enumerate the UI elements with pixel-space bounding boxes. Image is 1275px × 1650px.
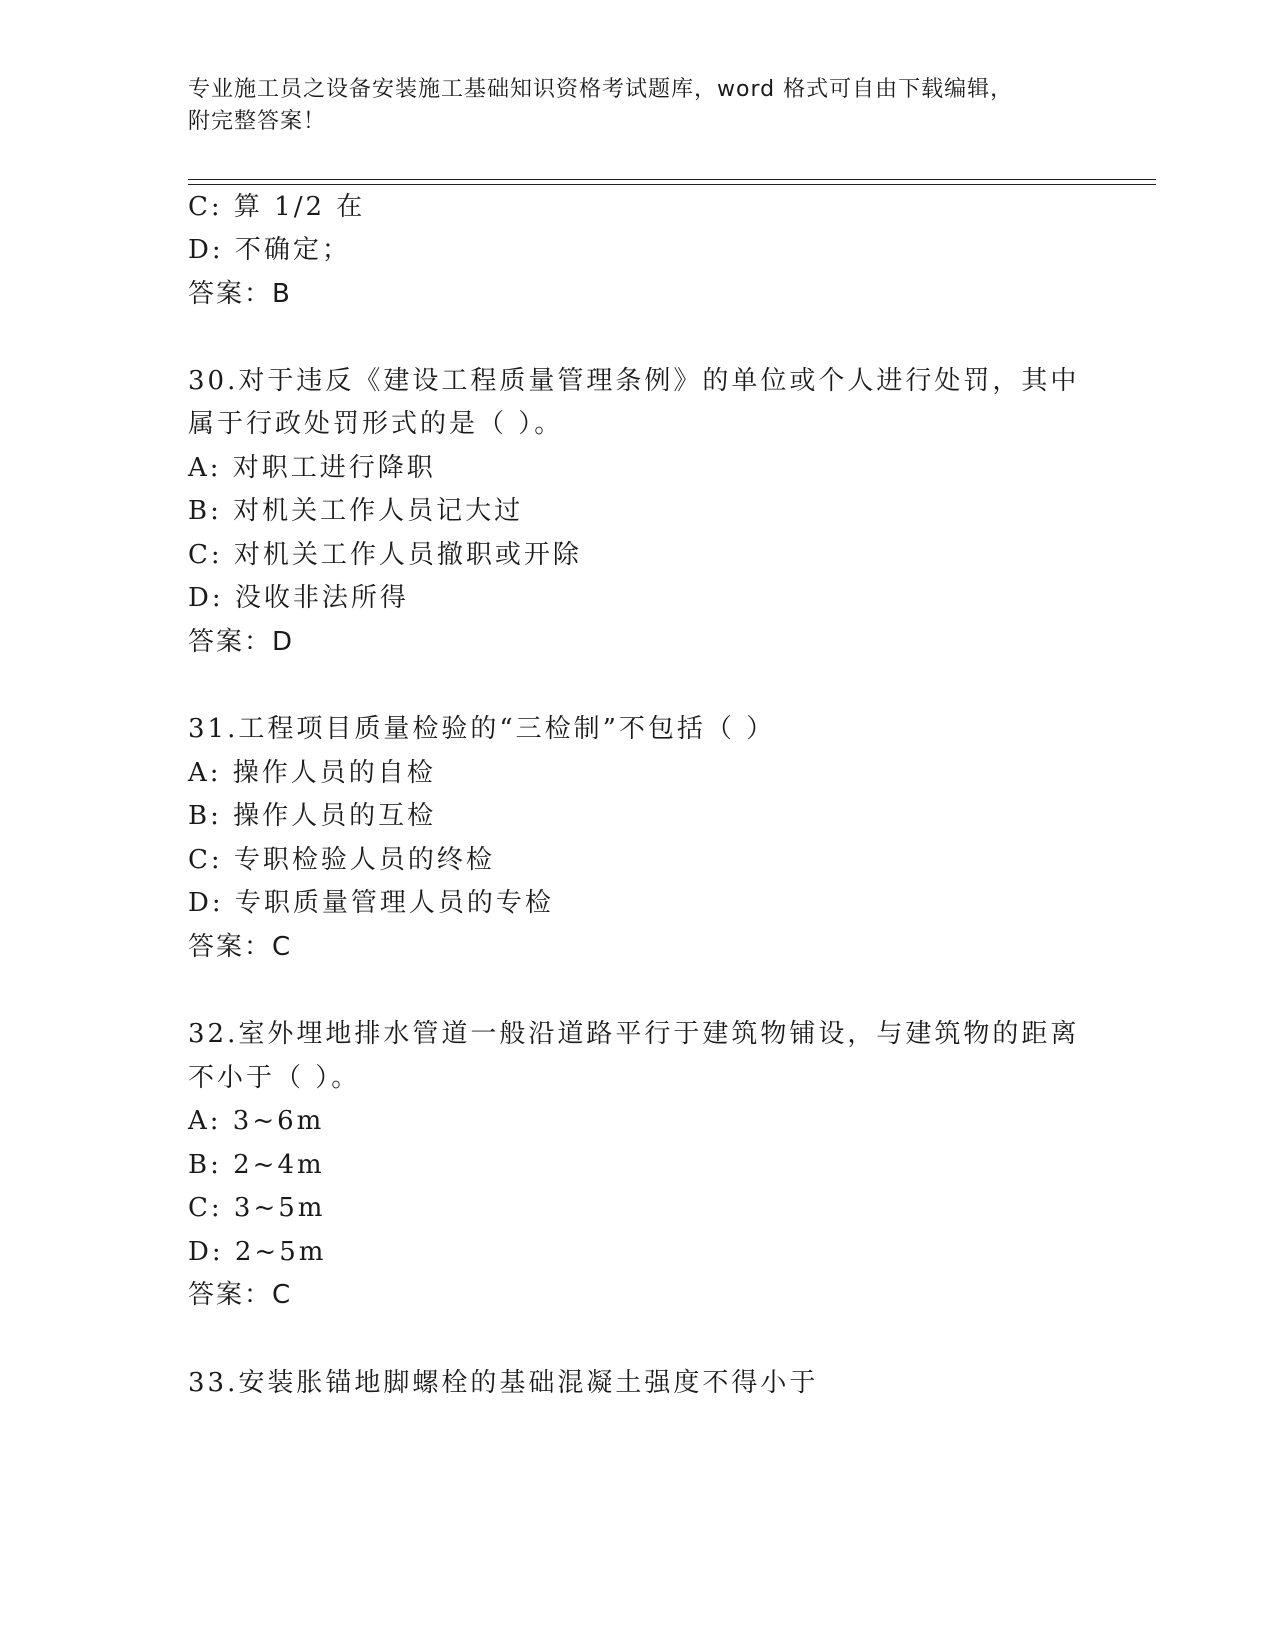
question-32-option-c: C: 3~5m bbox=[188, 1193, 326, 1223]
header-line-1: 专业施工员之设备安装施工基础知识资格考试题库，word 格式可自由下载编辑， bbox=[188, 77, 1014, 102]
question-31-option-b: B: 操作人员的互检 bbox=[188, 801, 437, 831]
question-30-option-d: D: 没收非法所得 bbox=[188, 583, 409, 613]
question-32-option-d: D: 2~5m bbox=[188, 1237, 327, 1267]
question-30-stem-line-2: 属于行政处罚形式的是（ ）。 bbox=[188, 409, 564, 439]
question-31-option-c: C: 专职检验人员的终检 bbox=[188, 845, 495, 875]
header-line-2: 附完整答案！ bbox=[188, 109, 327, 134]
option-c: C: 算 1/2 在 bbox=[188, 192, 366, 222]
question-31-option-a: A: 操作人员的自检 bbox=[188, 758, 436, 788]
option-d: D: 不确定； bbox=[188, 235, 351, 265]
question-32-stem-line-1: 32.室外埋地排水管道一般沿道路平行于建筑物铺设，与建筑物的距离 bbox=[188, 1019, 1080, 1049]
question-30-option-a: A: 对职工进行降职 bbox=[188, 453, 436, 483]
question-32-option-a: A: 3~6m bbox=[188, 1106, 325, 1136]
answer-text: 答案：B bbox=[188, 279, 292, 309]
question-30-option-c: C: 对机关工作人员撤职或开除 bbox=[188, 540, 582, 570]
question-30-option-b: B: 对机关工作人员记大过 bbox=[188, 496, 524, 526]
document-header bbox=[188, 74, 1088, 138]
question-32-answer: 答案：C bbox=[188, 1280, 293, 1310]
header-rule-bottom bbox=[188, 184, 1156, 185]
question-30-answer: 答案：D bbox=[188, 627, 295, 657]
header-rule-top bbox=[188, 179, 1156, 180]
question-33-stem: 33.安装胀锚地脚螺栓的基础混凝土强度不得小于 bbox=[188, 1368, 819, 1398]
question-30-stem-line-1: 30.对于违反《建设工程质量管理条例》的单位或个人进行处罚，其中 bbox=[188, 366, 1080, 396]
question-32-stem-line-2: 不小于（ ）。 bbox=[188, 1063, 361, 1093]
question-31-stem: 31.工程项目质量检验的“三检制”不包括（ ） bbox=[188, 714, 776, 744]
question-32-option-b: B: 2~4m bbox=[188, 1150, 325, 1180]
question-31-option-d: D: 专职质量管理人员的专检 bbox=[188, 888, 554, 918]
question-31-answer: 答案：C bbox=[188, 932, 293, 962]
